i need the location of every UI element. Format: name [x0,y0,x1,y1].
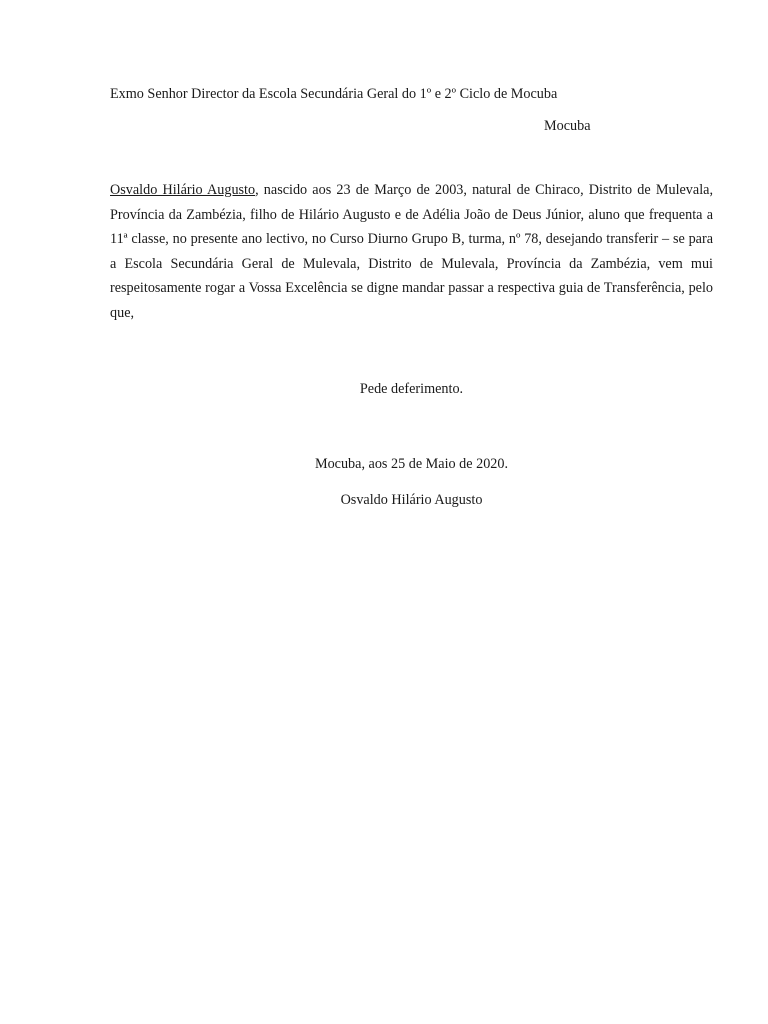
city-header: Mocuba [544,118,591,134]
signature-line: Osvaldo Hilário Augusto [340,492,483,508]
date-line: Mocuba, aos 25 de Maio de 2020. [314,456,509,472]
request-line: Pede deferimento. [359,381,464,397]
sender-name: Osvaldo Hilário Augusto [110,182,256,198]
letter-body [110,178,713,326]
addressee-line: Exmo Senhor Director da Escola Secundária Geral do 1º e 2º Ciclo de Mocuba [110,86,558,102]
letter-body-text: , nascido aos 23 de Março de 2003, natural de Chiraco, Distrito de Mulevala, Província da Zambézia, filho de Hilário Augusto e de Adélia João de Deus Júnior, aluno que frequenta a 11ª classe, no presente ano lectivo, no Curso Diurno Grupo B, turma, nº 78, desejando transferir – se para a Escola Secundária Geral de Mulevala, Distrito de Mulevala, Província da Zambézia, vem mui respeitosamente rogar a Vossa Excelência se digne mandar passar a respectiva guia de Transferência, pelo que, [110,182,713,321]
